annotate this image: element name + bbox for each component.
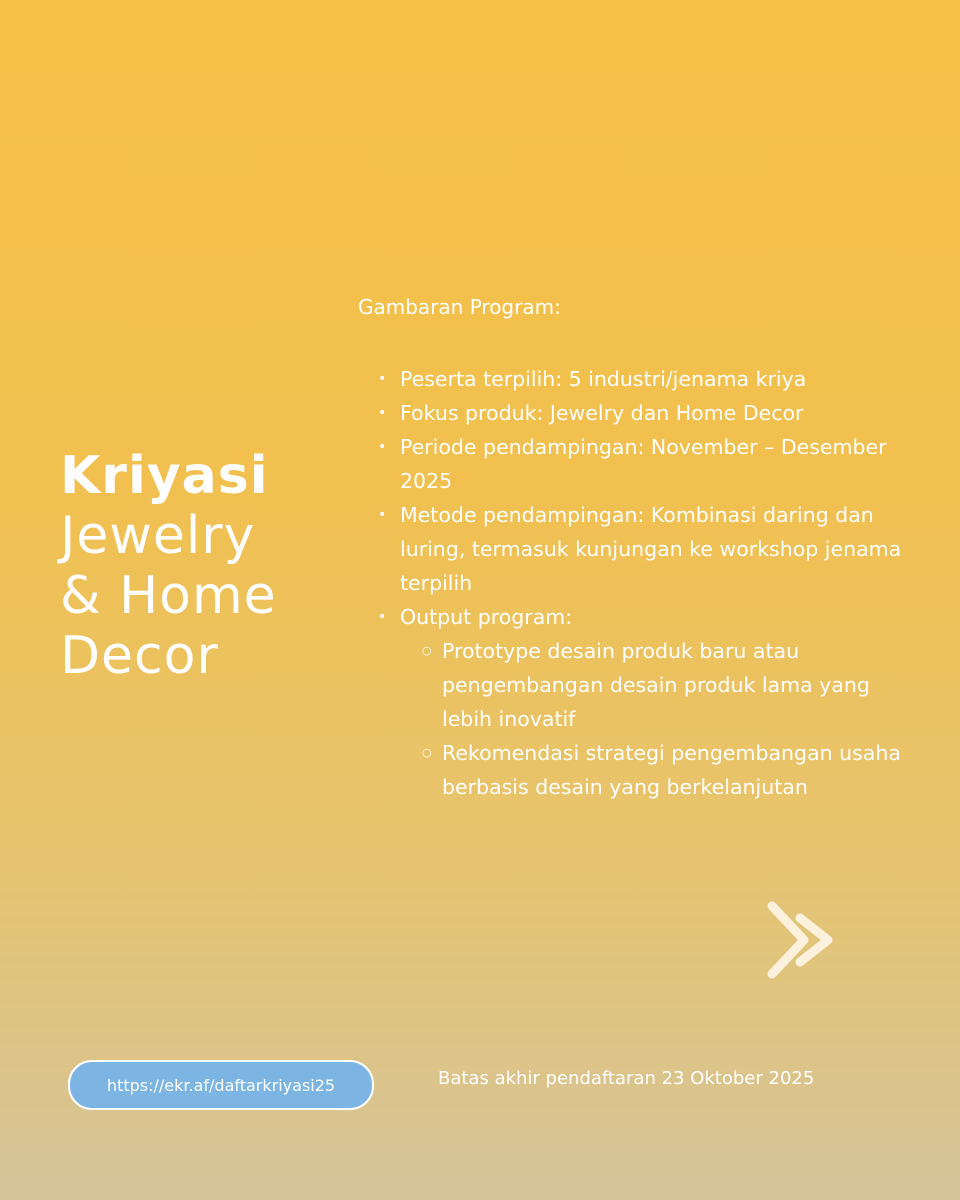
- program-list: [358, 362, 918, 804]
- list-item-output: [358, 600, 918, 804]
- sub-list-item: ○ Rekomendasi strategi pengembangan usaha berbasis desain yang berkelanjutan: [400, 736, 918, 804]
- registration-deadline: Batas akhir pendaftaran 23 Oktober 2025: [438, 1068, 815, 1089]
- title-line-1: Kriyasi: [60, 446, 269, 506]
- list-item: • Periode pendampingan: November – Desember 2025: [358, 430, 918, 498]
- title-line-3: & Home: [60, 566, 277, 626]
- list-item: • Peserta terpilih: 5 industri/jenama kriya: [358, 362, 918, 396]
- output-sublist: [400, 634, 918, 804]
- program-heading: Gambaran Program:: [358, 295, 561, 319]
- double-chevron-right-icon[interactable]: [760, 898, 844, 988]
- sub-list-item: ○ Prototype desain produk baru atau pengembangan desain produk lama yang lebih inovatif: [400, 634, 918, 736]
- list-item-label: Output program:: [400, 605, 573, 629]
- registration-link[interactable]: https://ekr.af/daftarkriyasi25: [68, 1060, 374, 1110]
- title-line-4: Decor: [60, 626, 219, 686]
- program-overview: [358, 290, 918, 804]
- program-title: [60, 446, 360, 686]
- list-item: • Fokus produk: Jewelry dan Home Decor: [358, 396, 918, 430]
- title-line-2: Jewelry: [60, 506, 256, 566]
- list-item: • Metode pendampingan: Kombinasi daring dan luring, termasuk kunjungan ke workshop jenama terpilih: [358, 498, 918, 600]
